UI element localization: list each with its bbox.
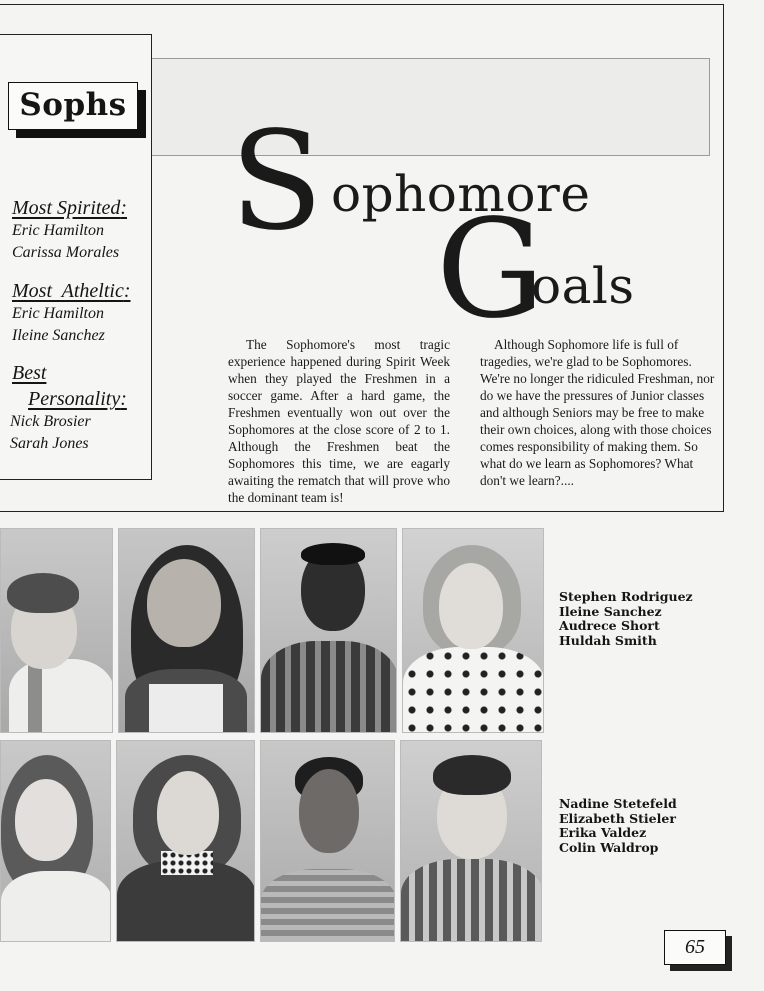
student-photo [260, 528, 397, 733]
student-photo [260, 740, 395, 942]
student-photo [400, 740, 542, 942]
student-photo [402, 528, 544, 733]
student-name: Erika Valdez [559, 825, 647, 840]
award-most-athletic [12, 279, 131, 347]
student-photo [0, 740, 111, 942]
student-name: Huldah Smith [559, 632, 657, 648]
student-photo [118, 528, 255, 733]
award-name: Carissa Morales [12, 244, 120, 261]
award-name: Nick Brosier [10, 413, 91, 430]
student-name: Ileine Sanchez [559, 603, 662, 619]
headline-initial-g: G [436, 191, 545, 349]
student-photo [116, 740, 255, 942]
headline-word-2: oals [531, 257, 635, 315]
award-most-spirited [12, 196, 127, 264]
student-name: Colin Waldrop [559, 839, 659, 855]
award-name: Ileine Sanchez [12, 327, 105, 344]
student-name: Nadine Stetefeld [559, 796, 677, 811]
student-name: Audrece Short [559, 618, 660, 633]
caption-row-1 [559, 590, 693, 648]
story-left-column: The Sophomore's most tragic experience happened during Spirit Week when they played the Freshmen in a soccer game. After a hard game, the Freshmen eventually won out over the Sophomores at the close score of 2 to 1. Although the Freshmen beat the Sophomores this time, we are eagarly awaiting the rematch that will prove who the dominant team is! [228, 337, 450, 505]
caption-row-2 [559, 797, 677, 855]
award-title: Personality: [28, 388, 127, 410]
student-photo [0, 528, 113, 733]
section-label: Sophs [8, 82, 138, 130]
award-name: Eric Hamilton [12, 305, 104, 322]
headline-initial-s: S [230, 103, 324, 261]
story-right-column: Although Sophomore life is full of tragedies, we're glad to be Sophomores. We're no longer the ridiculed Freshman, nor do we have the pressures of Junior classes and although Seniors may be free to make their own choices, along with those choices comes responsibility of making them. So what do we learn as Sophomores? What don't we learn?.... [480, 337, 715, 488]
award-best-personality [12, 361, 127, 455]
student-name: Elizabeth Stieler [559, 810, 676, 826]
award-title: Most Spirited: [12, 197, 128, 219]
award-name: Sarah Jones [10, 435, 89, 452]
headline-word-1: ophomore [331, 165, 591, 223]
award-title: Most Atheltic: [12, 280, 131, 302]
award-name: Eric Hamilton [12, 222, 104, 239]
award-title: Best [12, 362, 47, 384]
page-number: 65 [664, 930, 726, 965]
student-name: Stephen Rodriguez [559, 589, 693, 604]
